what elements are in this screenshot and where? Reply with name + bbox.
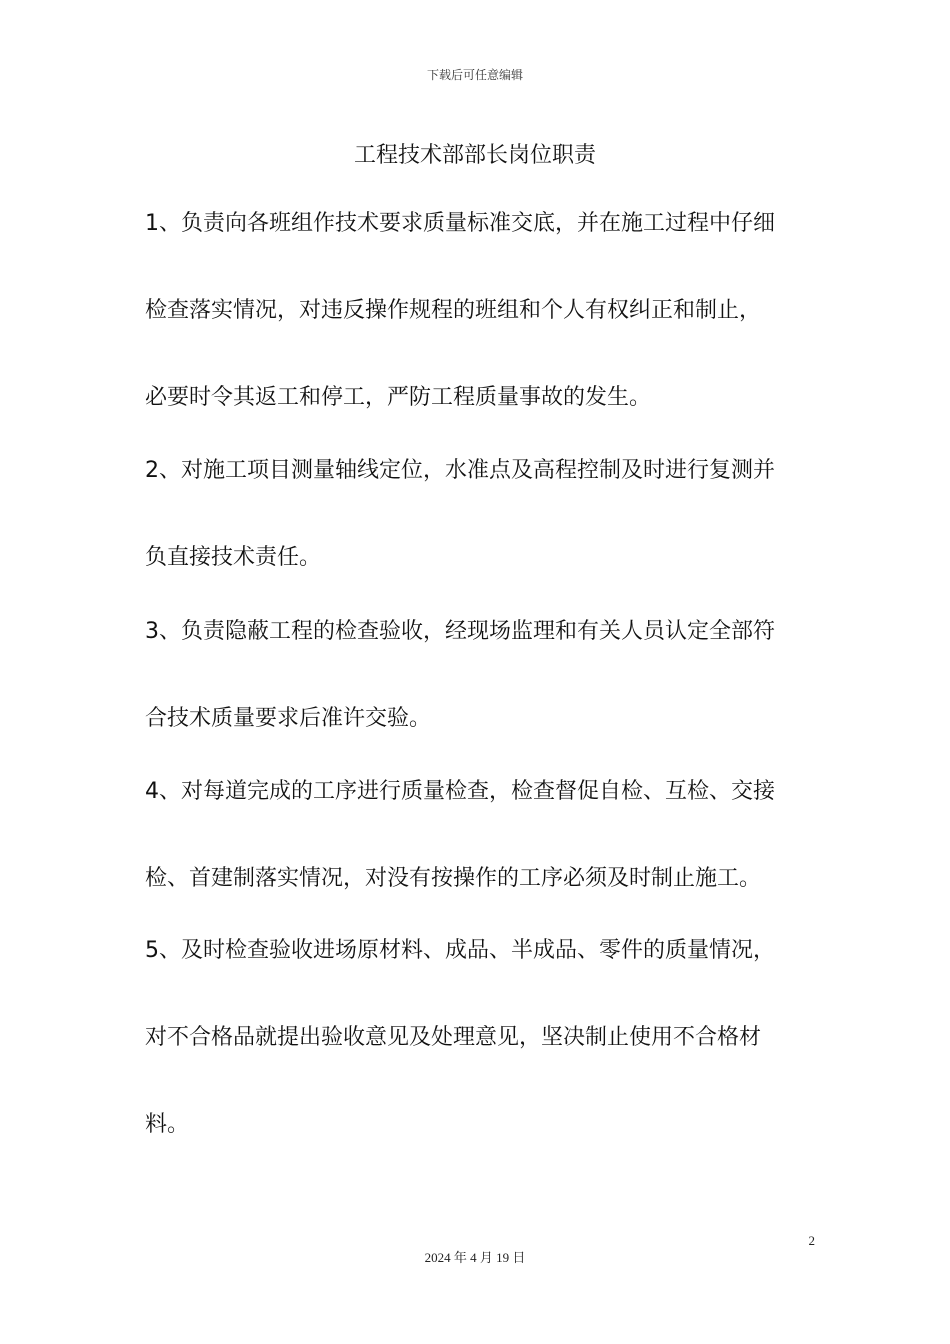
body-line-9: 检、首建制落实情况，对没有按操作的工序必须及时制止施工。 xyxy=(145,866,762,891)
page-header: 下载后可任意编辑 xyxy=(426,68,523,82)
footer-date: 2024 年 4 月 19 日 xyxy=(424,1250,526,1265)
body-line-12: 料。 xyxy=(145,1112,190,1137)
document-title: 工程技术部部长岗位职责 xyxy=(353,143,596,168)
body-line-4: 2、对施工项目测量轴线定位，水准点及高程控制及时进行复测并 xyxy=(145,458,775,483)
body-line-10: 5、及时检查验收进场原材料、成品、半成品、零件的质量情况， xyxy=(145,938,775,963)
body-line-6: 3、负责隐蔽工程的检查验收，经现场监理和有关人员认定全部符 xyxy=(145,619,775,644)
body-line-11: 对不合格品就提出验收意见及处理意见，坚决制止使用不合格材 xyxy=(145,1025,762,1050)
body-line-3: 必要时令其返工和停工，严防工程质量事故的发生。 xyxy=(145,385,652,410)
body-line-2: 检查落实情况，对违反操作规程的班组和个人有权纠正和制止， xyxy=(145,298,762,323)
body-line-1: 1、负责向各班组作技术要求质量标准交底，并在施工过程中仔细 xyxy=(145,211,775,236)
body-line-5: 负直接技术责任。 xyxy=(145,545,322,570)
body-line-7: 合技术质量要求后准许交验。 xyxy=(145,706,432,731)
body-line-8: 4、对每道完成的工序进行质量检查，检查督促自检、互检、交接 xyxy=(145,779,775,804)
page-number: 2 xyxy=(808,1233,815,1248)
